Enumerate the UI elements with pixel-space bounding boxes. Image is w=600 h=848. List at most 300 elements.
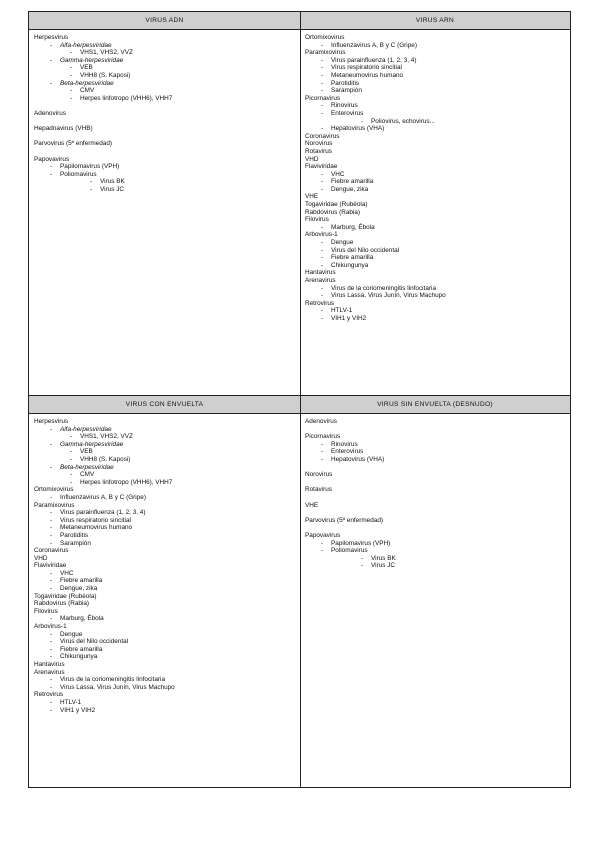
bullet-dash: - bbox=[321, 64, 324, 72]
bullet-dash: - bbox=[50, 539, 53, 547]
virus-label: Arenavirus bbox=[305, 277, 336, 284]
virus-label: CMV bbox=[80, 471, 95, 479]
virus-label: Papovavirus bbox=[34, 155, 70, 163]
virus-label: Papilomavirus (VPH) bbox=[331, 539, 391, 547]
virus-label: Norovirus bbox=[305, 140, 333, 148]
bullet-dash: - bbox=[50, 577, 53, 585]
virus-family bbox=[34, 562, 295, 570]
virus-label: Arbovirus-1 bbox=[34, 623, 67, 631]
bullet-dash: - bbox=[321, 448, 324, 456]
virus-item bbox=[305, 247, 565, 255]
virus-label: Influenzavirus A, B y C (Gripe) bbox=[331, 41, 417, 49]
virus-item bbox=[34, 448, 295, 456]
virus-label: Norovirus bbox=[305, 471, 333, 479]
virus-label: Retrovirus bbox=[34, 691, 64, 699]
virus-label: Dengue, zika bbox=[331, 185, 369, 193]
column-divider bbox=[300, 12, 301, 787]
bullet-dash: - bbox=[50, 698, 53, 706]
bullet-dash: - bbox=[361, 554, 364, 562]
virus-item bbox=[34, 42, 295, 50]
virus-item bbox=[34, 464, 295, 472]
virus-family bbox=[305, 193, 565, 201]
bullet-dash: - bbox=[321, 284, 324, 292]
virus-item bbox=[34, 517, 295, 525]
bullet-dash: - bbox=[70, 94, 73, 102]
virus-label: Herpes linfotropo (VHH6), VHH7 bbox=[80, 478, 173, 486]
virus-item bbox=[34, 186, 295, 194]
spacer bbox=[305, 509, 565, 517]
virus-family bbox=[34, 502, 295, 510]
virus-item bbox=[305, 224, 565, 232]
bullet-dash: - bbox=[321, 314, 324, 322]
virus-label: Ortomixovirus bbox=[34, 486, 74, 494]
bullet-dash: - bbox=[50, 676, 53, 684]
virus-label: Filovirus bbox=[305, 216, 329, 224]
virus-label: Hepadnavirus (VHB) bbox=[34, 125, 93, 133]
virus-label: Metaneumovirus humano bbox=[331, 71, 404, 79]
virus-item bbox=[34, 171, 295, 179]
bullet-dash: - bbox=[321, 246, 324, 254]
virus-item bbox=[305, 102, 565, 110]
virus-label: Coronavirus bbox=[305, 132, 340, 140]
bullet-dash: - bbox=[70, 64, 73, 72]
virus-item bbox=[305, 118, 565, 126]
cell-virus-adn bbox=[29, 30, 300, 395]
cell-virus-con-envuelta bbox=[29, 414, 300, 787]
header-virus-con-envuelta: VIRUS CON ENVUELTA bbox=[29, 396, 300, 414]
virus-label: Parotiditis bbox=[331, 79, 360, 87]
virus-label: Ortomixovirus bbox=[305, 34, 345, 41]
virus-label: Hantavirus bbox=[34, 661, 65, 668]
virus-label: Beta-herpesviridae bbox=[60, 463, 114, 471]
virus-label: VHS1, VHS2, VVZ bbox=[80, 49, 133, 57]
virus-label: Gamma-herpesviridae bbox=[60, 440, 124, 448]
virus-item bbox=[305, 562, 565, 570]
cell-virus-arn bbox=[300, 30, 570, 395]
virus-label: Rotavirus bbox=[305, 147, 332, 155]
virus-label: Poliovirus, echovirus... bbox=[371, 117, 435, 125]
virus-label: Chikungunya bbox=[331, 261, 369, 269]
bullet-dash: - bbox=[321, 292, 324, 300]
bullet-dash: - bbox=[50, 163, 53, 171]
virus-label: Virus JC bbox=[100, 185, 125, 193]
virus-item bbox=[305, 171, 565, 179]
virus-classification-table bbox=[28, 11, 571, 788]
virus-item bbox=[34, 570, 295, 578]
bullet-dash: - bbox=[70, 471, 73, 479]
virus-family bbox=[305, 277, 565, 285]
virus-label: Fiebre amarilla bbox=[331, 178, 374, 186]
virus-family bbox=[305, 49, 565, 57]
virus-family bbox=[305, 418, 565, 426]
virus-label: Rinovirus bbox=[331, 102, 358, 110]
virus-item bbox=[34, 64, 295, 72]
virus-family bbox=[305, 471, 565, 479]
virus-family bbox=[305, 201, 565, 209]
bullet-dash: - bbox=[50, 531, 53, 539]
virus-label: Virus de la coriomeningitis linfocitaria bbox=[331, 284, 437, 292]
virus-item bbox=[305, 456, 565, 464]
virus-label: Virus respiratorio sincitial bbox=[331, 64, 402, 72]
spacer bbox=[34, 133, 295, 141]
virus-item bbox=[34, 433, 295, 441]
bullet-dash: - bbox=[50, 615, 53, 623]
virus-family bbox=[34, 418, 295, 426]
bullet-dash: - bbox=[50, 170, 53, 178]
bullet-dash: - bbox=[321, 178, 324, 186]
virus-item bbox=[34, 494, 295, 502]
bullet-dash: - bbox=[50, 706, 53, 714]
virus-label: HTLV-1 bbox=[60, 698, 82, 706]
virus-family bbox=[34, 691, 295, 699]
bullet-dash: - bbox=[321, 170, 324, 178]
bullet-dash: - bbox=[321, 223, 324, 231]
virus-family bbox=[34, 125, 295, 133]
virus-item bbox=[34, 577, 295, 585]
virus-family bbox=[305, 300, 565, 308]
virus-label: VHE bbox=[305, 193, 319, 201]
bullet-dash: - bbox=[70, 49, 73, 57]
virus-item bbox=[34, 524, 295, 532]
virus-label: Togaviridae (Rubéola) bbox=[305, 201, 368, 209]
virus-family bbox=[34, 156, 295, 164]
bullet-dash: - bbox=[321, 41, 324, 49]
virus-item bbox=[34, 57, 295, 65]
virus-item bbox=[305, 87, 565, 95]
spacer bbox=[305, 426, 565, 434]
bullet-dash: - bbox=[90, 178, 93, 186]
virus-label: Paramixovirus bbox=[305, 49, 346, 57]
virus-label: Hantavirus bbox=[305, 269, 336, 277]
bullet-dash: - bbox=[321, 125, 324, 133]
virus-label: Adenovirus bbox=[34, 109, 66, 117]
virus-label: Poliomavirus bbox=[331, 547, 368, 555]
virus-item bbox=[34, 638, 295, 646]
bullet-dash: - bbox=[361, 562, 364, 570]
virus-label: Enterovirus bbox=[331, 448, 364, 456]
bullet-dash: - bbox=[321, 79, 324, 87]
virus-family bbox=[34, 547, 295, 555]
virus-item bbox=[305, 42, 565, 50]
virus-family bbox=[305, 231, 565, 239]
virus-label: Rabdovirus (Rabia) bbox=[34, 600, 90, 608]
virus-item bbox=[305, 72, 565, 80]
virus-label: Rabdovirus (Rabia) bbox=[305, 208, 361, 216]
virus-item bbox=[34, 471, 295, 479]
virus-label: Alfa-herpesviridae bbox=[60, 425, 112, 433]
bullet-dash: - bbox=[50, 524, 53, 532]
virus-label: Virus de la coriomeningitis linfocitaria bbox=[60, 676, 166, 684]
virus-family bbox=[34, 669, 295, 677]
virus-label: Marburg, Ébola bbox=[60, 615, 104, 623]
virus-family bbox=[305, 517, 565, 525]
virus-label: Hepatovirus (VHA) bbox=[331, 455, 385, 463]
bullet-dash: - bbox=[50, 569, 53, 577]
virus-label: Dengue bbox=[60, 630, 83, 638]
virus-label: Virus BK bbox=[100, 178, 125, 186]
virus-label: Metaneumovirus humano bbox=[60, 524, 133, 532]
bullet-dash: - bbox=[321, 254, 324, 262]
virus-item bbox=[305, 307, 565, 315]
virus-label: Sarampión bbox=[331, 87, 362, 95]
spacer bbox=[305, 464, 565, 472]
virus-item bbox=[34, 87, 295, 95]
virus-family bbox=[305, 163, 565, 171]
virus-item bbox=[305, 57, 565, 65]
virus-item bbox=[34, 49, 295, 57]
header-virus-sin-envuelta: VIRUS SIN ENVUELTA (DESNUDO) bbox=[300, 396, 570, 414]
bullet-dash: - bbox=[321, 71, 324, 79]
virus-label: Adenovirus bbox=[305, 418, 337, 425]
virus-label: Flaviviridae bbox=[305, 163, 338, 171]
virus-family bbox=[34, 600, 295, 608]
virus-item bbox=[34, 615, 295, 623]
virus-label: Poliomavirus bbox=[60, 170, 97, 178]
bullet-dash: - bbox=[50, 493, 53, 501]
virus-label: Fiebre amarilla bbox=[60, 645, 103, 653]
virus-family bbox=[305, 433, 565, 441]
virus-item bbox=[34, 585, 295, 593]
spacer bbox=[34, 148, 295, 156]
virus-label: Virus del Nilo occidental bbox=[331, 246, 400, 254]
bullet-dash: - bbox=[50, 463, 53, 471]
header-virus-arn: VIRUS ARN bbox=[300, 12, 570, 30]
virus-label: Arbovirus-1 bbox=[305, 231, 338, 239]
virus-item bbox=[34, 441, 295, 449]
virus-label: VEB bbox=[80, 448, 93, 456]
virus-label: VHH8 (S. Kaposi) bbox=[80, 71, 131, 79]
virus-label: VHH8 (S. Kaposi) bbox=[80, 455, 131, 463]
virus-item bbox=[305, 315, 565, 323]
virus-label: Virus parainfluenza (1, 2, 3, 4) bbox=[60, 509, 146, 517]
bullet-dash: - bbox=[321, 109, 324, 117]
virus-label: Picornavirus bbox=[305, 433, 341, 441]
virus-label: VIH1 y VIH2 bbox=[331, 314, 367, 322]
virus-label: Coronavirus bbox=[34, 547, 69, 555]
bullet-dash: - bbox=[321, 239, 324, 247]
virus-label: Sarampión bbox=[60, 539, 91, 547]
spacer bbox=[305, 479, 565, 487]
virus-family bbox=[305, 486, 565, 494]
virus-family bbox=[305, 133, 565, 141]
virus-label: VHD bbox=[34, 554, 48, 562]
virus-item bbox=[305, 80, 565, 88]
virus-label: Parvovirus (5ª enfermedad) bbox=[305, 516, 384, 524]
virus-label: VIH1 y VIH2 bbox=[60, 706, 96, 714]
virus-item bbox=[34, 646, 295, 654]
virus-family bbox=[305, 532, 565, 540]
virus-label: Virus del Nilo occidental bbox=[60, 638, 129, 646]
virus-family bbox=[34, 140, 295, 148]
virus-label: Herpes linfotropo (VHH6), VHH7 bbox=[80, 94, 173, 102]
bullet-dash: - bbox=[50, 509, 53, 517]
bullet-dash: - bbox=[50, 425, 53, 433]
virus-label: Virus JC bbox=[371, 562, 396, 570]
virus-item bbox=[305, 186, 565, 194]
virus-family bbox=[305, 269, 565, 277]
virus-family bbox=[34, 555, 295, 563]
bullet-dash: - bbox=[50, 585, 53, 593]
virus-label: Paramixovirus bbox=[34, 501, 75, 509]
virus-label: VEB bbox=[80, 64, 93, 72]
virus-item bbox=[34, 72, 295, 80]
virus-item bbox=[305, 110, 565, 118]
virus-label: Virus BK bbox=[371, 554, 396, 562]
virus-label: Virus respiratorio sincitial bbox=[60, 516, 131, 524]
bullet-dash: - bbox=[321, 87, 324, 95]
bullet-dash: - bbox=[50, 645, 53, 653]
bullet-dash: - bbox=[50, 630, 53, 638]
virus-label: Fiebre amarilla bbox=[60, 577, 103, 585]
bullet-dash: - bbox=[321, 440, 324, 448]
virus-item bbox=[305, 64, 565, 72]
bullet-dash: - bbox=[50, 41, 53, 49]
bullet-dash: - bbox=[70, 71, 73, 79]
virus-label: Beta-herpesviridae bbox=[60, 79, 114, 87]
virus-label: VHE bbox=[305, 501, 319, 509]
virus-item bbox=[305, 555, 565, 563]
bullet-dash: - bbox=[321, 185, 324, 193]
virus-label: Chikungunya bbox=[60, 653, 98, 661]
virus-label: Papilomavirus (VPH) bbox=[60, 163, 120, 171]
bullet-dash: - bbox=[361, 117, 364, 125]
virus-family bbox=[305, 140, 565, 148]
virus-label: Dengue bbox=[331, 239, 354, 247]
cell-virus-sin-envuelta bbox=[300, 414, 570, 787]
virus-item bbox=[305, 262, 565, 270]
virus-label: Parotiditis bbox=[60, 531, 89, 539]
virus-label: Picornavirus bbox=[305, 94, 341, 102]
virus-family bbox=[34, 486, 295, 494]
virus-family bbox=[34, 623, 295, 631]
header-virus-adn: VIRUS ADN bbox=[29, 12, 300, 30]
virus-label: Fiebre amarilla bbox=[331, 254, 374, 262]
virus-item bbox=[305, 540, 565, 548]
virus-family bbox=[34, 34, 295, 42]
virus-family bbox=[34, 110, 295, 118]
virus-item bbox=[34, 676, 295, 684]
bullet-dash: - bbox=[70, 455, 73, 463]
virus-label: Enterovirus bbox=[331, 109, 364, 117]
virus-label: Filovirus bbox=[34, 607, 58, 615]
virus-item bbox=[34, 479, 295, 487]
bullet-dash: - bbox=[50, 56, 53, 64]
virus-label: Arenavirus bbox=[34, 668, 65, 676]
virus-item bbox=[305, 547, 565, 555]
virus-item bbox=[34, 95, 295, 103]
virus-item bbox=[34, 456, 295, 464]
virus-family bbox=[305, 34, 565, 42]
bullet-dash: - bbox=[70, 478, 73, 486]
virus-item bbox=[34, 532, 295, 540]
virus-label: VHS1, VHS2, VVZ bbox=[80, 433, 133, 441]
virus-item bbox=[34, 631, 295, 639]
virus-label: VHC bbox=[331, 170, 345, 178]
virus-item bbox=[305, 448, 565, 456]
virus-item bbox=[305, 178, 565, 186]
virus-label: Marburg, Ébola bbox=[331, 223, 375, 231]
virus-item bbox=[34, 426, 295, 434]
bullet-dash: - bbox=[321, 261, 324, 269]
bullet-dash: - bbox=[50, 440, 53, 448]
bullet-dash: - bbox=[50, 683, 53, 691]
virus-family bbox=[305, 95, 565, 103]
bullet-dash: - bbox=[50, 653, 53, 661]
virus-family bbox=[305, 156, 565, 164]
virus-label: Papovavirus bbox=[305, 531, 341, 539]
bullet-dash: - bbox=[50, 516, 53, 524]
spacer bbox=[34, 118, 295, 126]
spacer bbox=[34, 102, 295, 110]
virus-family bbox=[305, 209, 565, 217]
virus-family bbox=[34, 661, 295, 669]
virus-label: Rinovirus bbox=[331, 440, 358, 448]
virus-label: Virus Lassa, Virus Junín, Virus Machupo bbox=[331, 292, 446, 300]
bullet-dash: - bbox=[321, 56, 324, 64]
bullet-dash: - bbox=[70, 87, 73, 95]
virus-item bbox=[305, 254, 565, 262]
virus-item bbox=[34, 684, 295, 692]
virus-label: VHD bbox=[305, 155, 319, 163]
virus-label: Herpesvirus bbox=[34, 418, 69, 425]
virus-label: VHC bbox=[60, 569, 74, 577]
virus-family bbox=[305, 148, 565, 156]
bullet-dash: - bbox=[321, 307, 324, 315]
virus-item bbox=[305, 441, 565, 449]
virus-item bbox=[34, 178, 295, 186]
virus-label: Parvovirus (5ª enfermedad) bbox=[34, 140, 113, 148]
spacer bbox=[305, 494, 565, 502]
spacer bbox=[305, 524, 565, 532]
bullet-dash: - bbox=[50, 79, 53, 87]
virus-label: Hepatovirus (VHA) bbox=[331, 125, 385, 133]
virus-label: Retrovirus bbox=[305, 299, 335, 307]
virus-item bbox=[34, 80, 295, 88]
virus-item bbox=[34, 509, 295, 517]
bullet-dash: - bbox=[70, 433, 73, 441]
virus-label: CMV bbox=[80, 87, 95, 95]
virus-item bbox=[305, 285, 565, 293]
bullet-dash: - bbox=[50, 638, 53, 646]
virus-family bbox=[34, 593, 295, 601]
bullet-dash: - bbox=[321, 547, 324, 555]
virus-label: HTLV-1 bbox=[331, 307, 353, 315]
bullet-dash: - bbox=[90, 185, 93, 193]
virus-family bbox=[305, 216, 565, 224]
virus-label: Influenzavirus A, B y C (Gripe) bbox=[60, 493, 146, 501]
virus-label: Virus parainfluenza (1, 2, 3, 4) bbox=[331, 56, 417, 64]
virus-item bbox=[305, 239, 565, 247]
virus-family bbox=[305, 502, 565, 510]
virus-item bbox=[305, 292, 565, 300]
virus-label: Flaviviridae bbox=[34, 562, 67, 570]
virus-item bbox=[34, 163, 295, 171]
virus-item bbox=[305, 125, 565, 133]
bullet-dash: - bbox=[321, 102, 324, 110]
bullet-dash: - bbox=[321, 455, 324, 463]
virus-label: Gamma-herpesviridae bbox=[60, 56, 124, 64]
virus-label: Alfa-herpesviridae bbox=[60, 41, 112, 49]
virus-label: Dengue, zika bbox=[60, 585, 98, 593]
virus-item bbox=[34, 540, 295, 548]
virus-item bbox=[34, 707, 295, 715]
virus-label: Rotavirus bbox=[305, 486, 332, 494]
virus-item bbox=[34, 653, 295, 661]
virus-label: Virus Lassa, Virus Junín, Virus Machupo bbox=[60, 683, 175, 691]
bullet-dash: - bbox=[321, 539, 324, 547]
virus-label: Togaviridae (Rubéola) bbox=[34, 592, 97, 600]
bullet-dash: - bbox=[70, 448, 73, 456]
